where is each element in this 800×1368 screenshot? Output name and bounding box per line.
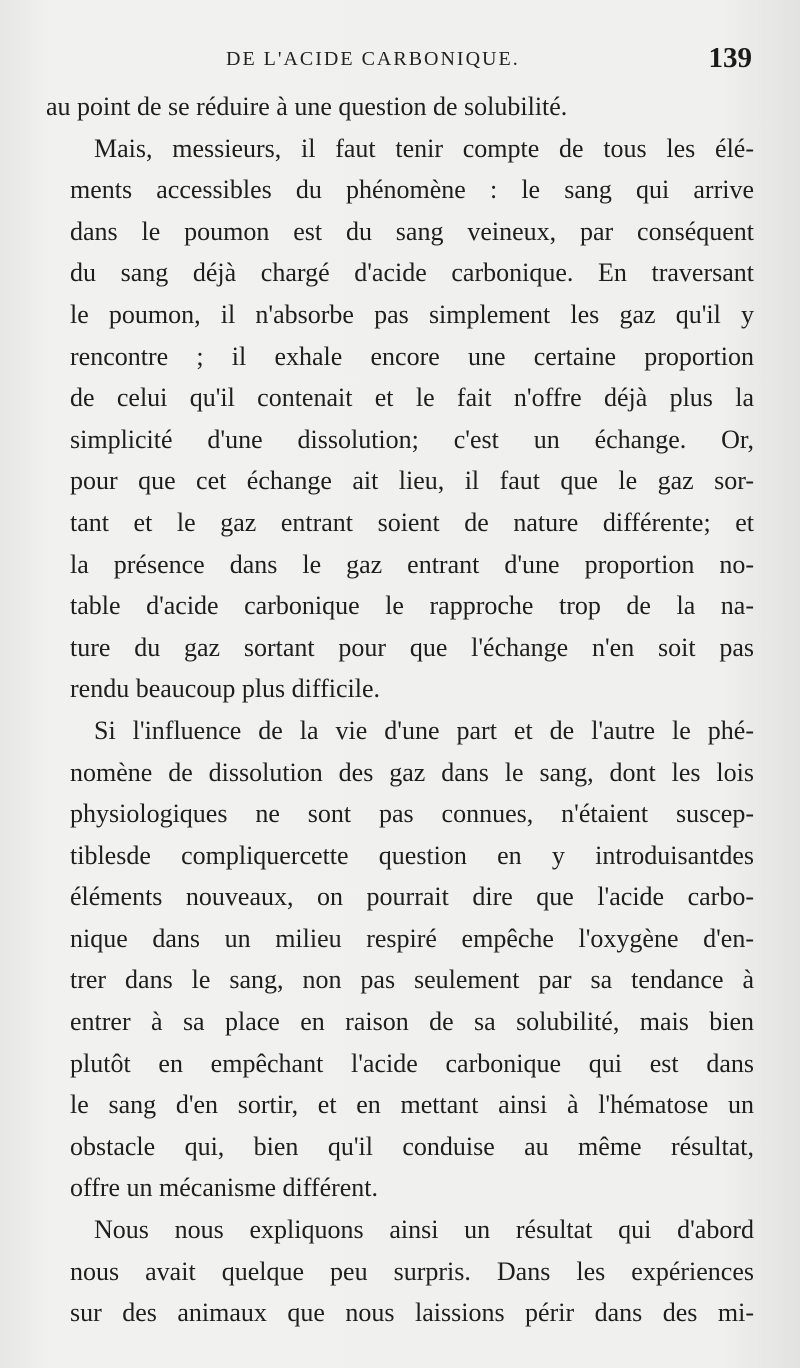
paragraph [46,1209,754,1334]
text-line: nous avait quelque peu surpris. Dans les expériences [70,1256,754,1286]
text-line: nique dans un milieu respiré empêche l'oxygène d'en- [70,923,754,953]
text-line: tiblesde compliquercette question en y introduisantdes [70,840,754,870]
text-line: la présence dans le gaz entrant d'une proportion no- [70,549,754,579]
text-line: offre un mécanisme différent. [70,1173,379,1203]
text-line: trer dans le sang, non pas seulement par sa tendance à [70,965,754,995]
text-line: Mais, messieurs, il faut tenir compte de tous les élé- [94,133,754,163]
text-line: table d'acide carbonique le rapproche trop de la na- [70,591,754,621]
text-line: Si l'influence de la vie d'une part et de l'autre le phé- [94,715,754,745]
paragraph [46,128,754,710]
text-line: de celui qu'il contenait et le fait n'offre déjà plus la [70,383,754,413]
running-head: DE L'ACIDE CARBONIQUE. [226,48,520,70]
text-line: ture du gaz sortant pour que l'échange n'en soit pas [70,632,754,662]
text-line: du sang déjà chargé d'acide carbonique. En traversant [70,258,754,288]
text-line: tant et le gaz entrant soient de nature différente; et [70,507,754,537]
text-line: le sang d'en sortir, et en mettant ainsi à l'hématose un [70,1090,754,1120]
text-line: au point de se réduire à une question de solubilité. [46,92,568,121]
text-line: rencontre ; il exhale encore une certaine proportion [70,341,754,371]
text-line: Nous nous expliquons ainsi un résultat qui d'abord [94,1215,754,1245]
text-line: dans le poumon est du sang veineux, par conséquent [70,216,754,246]
paragraph [46,86,754,128]
text-line: le poumon, il n'absorbe pas simplement les gaz qu'il y [70,299,754,329]
text-line: simplicité d'une dissolution; c'est un échange. Or, [70,424,754,454]
text-line: entrer à sa place en raison de sa solubilité, mais bien [70,1007,754,1037]
text-line: nomène de dissolution des gaz dans le sang, dont les lois [70,757,754,787]
text-line: physiologiques ne sont pas connues, n'étaient suscep- [70,799,754,829]
text-line: plutôt en empêchant l'acide carbonique qui est dans [70,1048,754,1078]
text-line: pour que cet échange ait lieu, il faut que le gaz sor- [70,466,754,496]
paragraph [46,710,754,1209]
text-line: ments accessibles du phénomène : le sang qui arrive [70,175,754,205]
page-header [46,44,752,78]
text-line: éléments nouveaux, on pourrait dire que l'acide carbo- [70,882,754,912]
text-line: sur des animaux que nous laissions périr dans des mi- [70,1298,754,1328]
text-line: rendu beaucoup plus difficile. [70,674,380,704]
text-line: obstacle qui, bien qu'il conduise au même résultat, [70,1131,754,1161]
body-text [46,86,754,1334]
page-number: 139 [708,42,752,74]
